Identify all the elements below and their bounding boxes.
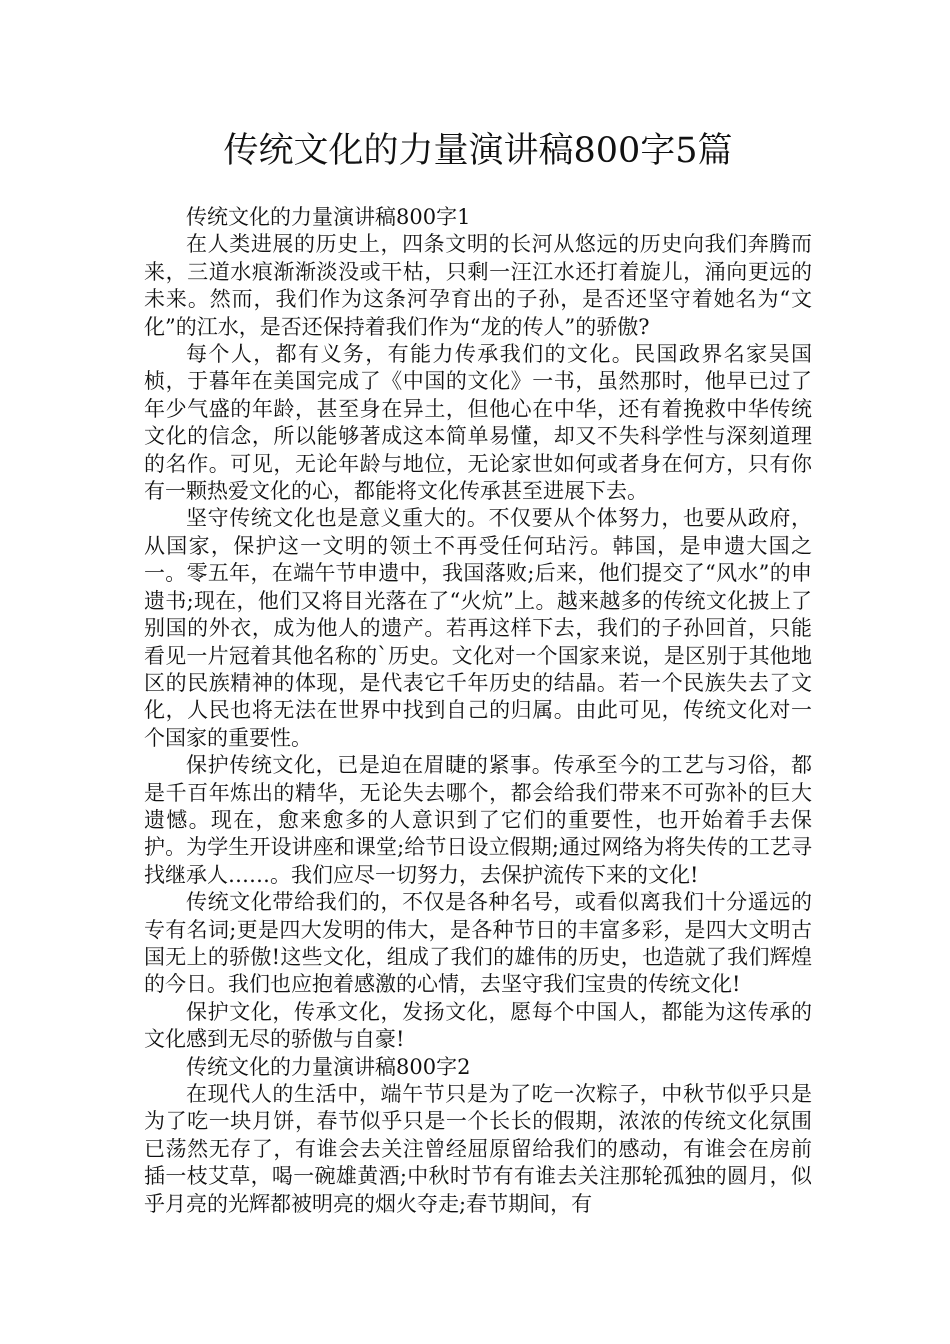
paragraph: 坚守传统文化也是意义重大的。不仅要从个体努力，也要从政府，从国家，保护这一文明的领土不再受任何玷污。韩国，是申遗大国之一。零五年，在端午节申遗中，我国落败;后来，他们提交了“风水”的申遗书;现在，他们又将目光落在了“火炕”上。越来越多的传统文化披上了别国的外衣，成为他人的遗产。若再这样下去，我们的子孙回首，只能看见一片冠着其他名称的`历史。文化对一个国家来说，是区别于其他地区的民族精神的体现，是代表它千年历史的结晶。若一个民族失去了文化，人民也将无法在世界中找到自己的归属。由此可见，传统文化对一个国家的重要性。 [144, 506, 812, 750]
document-body [144, 126, 812, 1218]
paragraph: 保护文化，传承文化，发扬文化，愿每个中国人，都能为这传承的文化感到无尽的骄傲与自豪! [144, 999, 812, 1052]
section-heading-1: 传统文化的力量演讲稿800字1 [186, 205, 471, 229]
paragraph: 在人类进展的历史上，四条文明的长河从悠远的历史向我们奔腾而来，三道水痕渐渐淡没或干枯，只剩一汪江水还打着旋儿，涌向更远的未来。然而，我们作为这条河孕育出的子孙，是否还坚守着她名为“文化”的江水，是否还保持着我们作为“龙的传人”的骄傲? [144, 232, 812, 339]
paragraph: 每个人，都有义务，有能力传承我们的文化。民国政界名家吴国桢，于暮年在美国完成了《中国的文化》一书，虽然那时，他早已过了年少气盛的年龄，甚至身在异土，但他心在中华，还有着挽救中华传统文化的信念，所以能够著成这本简单易懂，却又不失科学性与深刻道理的名作。可见，无论年龄与地位，无论家世如何或者身在何方，只有你有一颗热爱文化的心，都能将文化传承甚至进展下去。 [144, 342, 812, 504]
paragraph: 在现代人的生活中，端午节只是为了吃一次粽子，中秋节似乎只是为了吃一块月饼，春节似乎只是一个长长的假期，浓浓的传统文化氛围已荡然无存了，有谁会去关注曾经屈原留给我们的感动，有谁会在房前插一枝艾草，喝一碗雄黄酒;中秋时节有有谁去关注那轮孤独的圆月，似乎月亮的光辉都被明亮的烟火夺走;春节期间，有 [144, 1082, 812, 1216]
paragraph: 传统文化带给我们的，不仅是各种名号，或看似离我们十分遥远的专有名词;更是四大发明的伟大，是各种节日的丰富多彩，是四大文明古国无上的骄傲!这些文化，组成了我们的雄伟的历史，也造就了我们辉煌的今日。我们也应抱着感激的心情，去坚守我们宝贵的传统文化! [144, 890, 812, 997]
paragraph: 保护传统文化，已是迫在眉睫的紧事。传承至今的工艺与习俗，都是千百年炼出的精华，无论失去哪个，都会给我们带来不可弥补的巨大遗憾。现在，愈来愈多的人意识到了它们的重要性，也开始着手去保护。为学生开设讲座和课堂;给节日设立假期;通过网络为将失传的工艺寻找继承人……。我们应尽一切努力，去保护流传下来的文化! [144, 753, 812, 887]
document-title: 传统文化的力量演讲稿800字5篇 [223, 131, 733, 171]
section-heading-2: 传统文化的力量演讲稿800字2 [186, 1054, 471, 1079]
